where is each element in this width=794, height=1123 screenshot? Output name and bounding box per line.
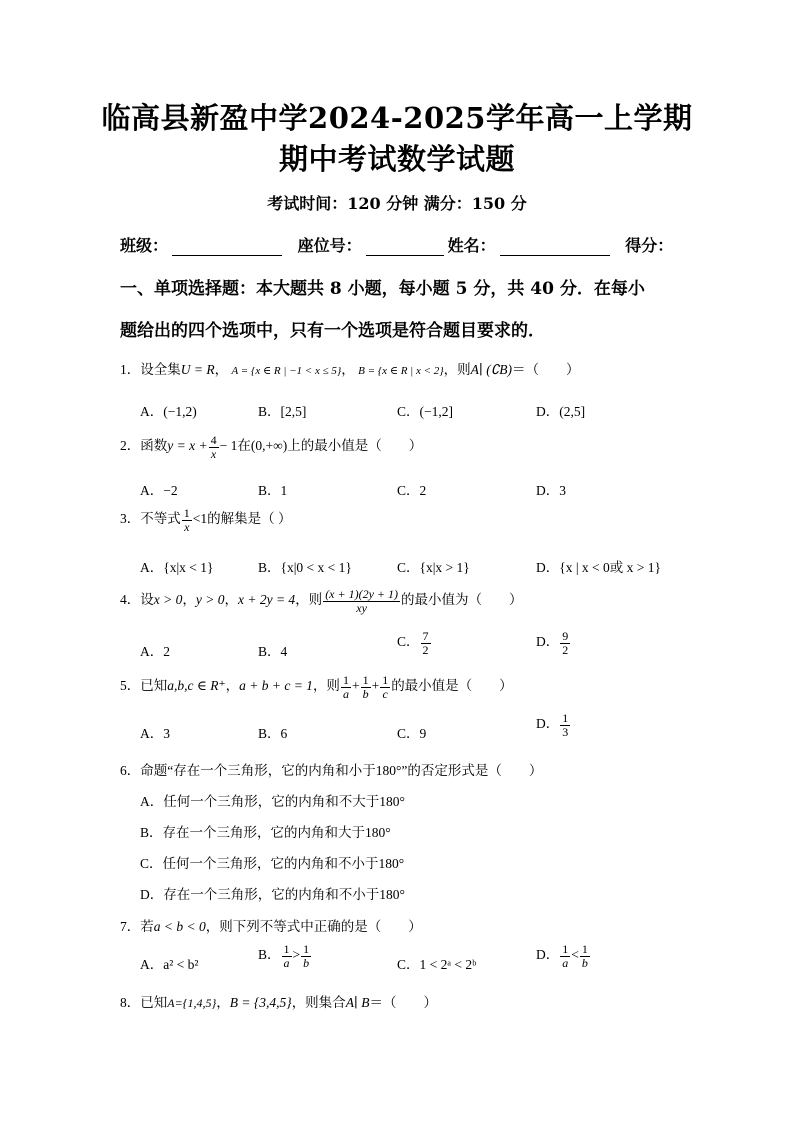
q7-d-frac-a <box>560 943 570 969</box>
q4-frac-den: xy <box>356 600 367 615</box>
q7-option-a[interactable]: A．a² < b² <box>140 957 199 972</box>
q4-option-a[interactable]: A．2 <box>140 644 170 659</box>
q7-b-frac-b-den: b <box>303 955 310 970</box>
q2-option-d[interactable]: D．3 <box>536 483 566 498</box>
q8-text-a: 已知 <box>140 995 168 1010</box>
q2-option-c[interactable]: C．2 <box>397 483 427 498</box>
q5-option-b[interactable]: B．6 <box>258 726 288 741</box>
q7-d-frac-b-num: 1 <box>581 942 588 956</box>
q5-frac-c-den: c <box>382 686 388 701</box>
q5-cond-1: a,b,c ∈ R⁺ <box>167 678 226 694</box>
q4-option-c-den: 2 <box>422 642 429 657</box>
q7-d-frac-b <box>580 943 590 969</box>
q4-sep-1: ， <box>182 592 196 608</box>
q3-option-c[interactable]: C．{x|x > 1} <box>397 560 470 575</box>
q1-option-c[interactable]: C．(−1,2] <box>397 404 453 419</box>
q4-option-d-num: 9 <box>562 629 569 643</box>
q5-frac-b-num: 1 <box>362 673 369 687</box>
page-title-line2: 期中考试数学试题 <box>278 142 515 176</box>
q8-sep: ， <box>216 995 230 1010</box>
q5-frac-b-den: b <box>362 686 369 701</box>
q6-option-c[interactable]: C．任何一个三角形，它的内角和不小于180° <box>140 856 405 871</box>
section-heading-line2: 题给出的四个选项中，只有一个选项是符合题目要求的． <box>120 321 545 341</box>
q4-frac-num: (x + 1)(2y + 1) <box>325 587 399 601</box>
q5-option-d-num: 1 <box>562 711 569 725</box>
name-blank[interactable] <box>500 239 610 256</box>
q2-function-b: − 1 <box>219 438 238 454</box>
q4-number: 4． <box>120 592 141 608</box>
q2-text-a: 函数 <box>140 438 168 454</box>
q5-frac-a-num: 1 <box>342 673 349 687</box>
q2-frac-num: 4 <box>210 433 217 447</box>
q5-sep: ， <box>225 678 240 694</box>
q1-then: ，则 <box>443 362 471 377</box>
q4-option-d-fraction <box>560 630 570 656</box>
q5-plus-1: + <box>351 678 360 694</box>
q5-frac-b <box>361 674 371 700</box>
q7-option-d-label: D． <box>536 947 560 963</box>
question-1 <box>120 358 580 378</box>
q7-b-rel: > <box>292 947 301 963</box>
q5-plus-2: + <box>371 678 380 694</box>
section-heading-line1: 一、单项选择题：本大题共 8 小题，每小题 5 分，共 40 分．在每小 <box>120 279 645 299</box>
q6-number: 6． <box>120 763 141 778</box>
q1-answer-paren: ＝（ ） <box>512 362 580 377</box>
q7-d-rel: < <box>571 947 579 963</box>
q1-set-a: A = {x ∈ R | −1 < x ≤ 5} <box>231 365 342 377</box>
q1-option-d[interactable]: D．(2,5] <box>536 404 586 419</box>
q5-option-d-label: D． <box>536 716 560 732</box>
q5-option-d-fraction <box>560 712 570 738</box>
q4-cond-3: x + 2y = 4 <box>237 592 296 608</box>
q4-option-d[interactable] <box>536 630 571 656</box>
q1-universal-set: U = R <box>180 362 215 377</box>
q5-frac-c-num: 1 <box>382 673 389 687</box>
q5-cond-2: a + b + c = 1 <box>239 678 313 694</box>
q2-option-b[interactable]: B．1 <box>258 483 288 498</box>
page-title-line1: 临高县新盈中学2024-2025学年高一上学期 <box>101 101 693 135</box>
q7-d-frac-b-den: b <box>581 955 588 970</box>
q7-option-b[interactable] <box>258 943 312 969</box>
q5-option-c[interactable]: C．9 <box>397 726 427 741</box>
q3-text-a: 不等式 <box>140 511 181 527</box>
q1-expression: A∣ (∁B) <box>470 362 513 377</box>
q3-relation: <1 <box>192 511 208 527</box>
q8-set-b: B = {3,4,5} <box>229 995 292 1010</box>
q4-text-b: ，则 <box>295 592 323 608</box>
q7-d-frac-a-num: 1 <box>562 942 569 956</box>
seat-blank[interactable] <box>366 239 444 256</box>
q2-option-a[interactable]: A．−2 <box>140 483 178 498</box>
q6-text: 命题“存在一个三角形，它的内角和小于180°”的否定形式是（ ） <box>140 763 543 778</box>
q1-text-a: 设全集 <box>140 362 181 377</box>
q2-number: 2． <box>120 438 141 454</box>
q2-fraction <box>209 434 219 460</box>
q4-option-d-den: 2 <box>562 642 569 657</box>
q4-sep-2: ， <box>224 592 238 608</box>
q8-text-b: ，则集合 <box>291 995 346 1010</box>
q3-fraction <box>182 507 192 533</box>
q7-option-b-label: B． <box>258 947 281 963</box>
q6-option-b[interactable]: B．存在一个三角形，它的内角和大于180° <box>140 825 391 840</box>
q7-b-frac-a-den: a <box>283 955 290 970</box>
q2-text-c: 上的最小值是（ ） <box>287 438 423 454</box>
seat-label: 座位号： <box>297 236 362 255</box>
q7-option-c[interactable]: C．1 < 2ᵃ < 2ᵇ <box>397 957 477 972</box>
q4-option-c-num: 7 <box>422 629 429 643</box>
question-6 <box>120 759 542 779</box>
q2-function-a: y = x + <box>167 438 208 454</box>
q5-option-d-den: 3 <box>562 724 569 739</box>
q7-d-frac-a-den: a <box>562 955 569 970</box>
q1-option-a[interactable]: A．(−1,2) <box>140 404 197 419</box>
q7-b-frac-b-num: 1 <box>303 942 310 956</box>
q4-fraction <box>323 588 400 614</box>
q2-text-b: 在 <box>237 438 251 454</box>
question-8 <box>120 991 437 1011</box>
q2-interval: (0,+∞) <box>250 438 288 454</box>
q1-comma2: ， <box>341 362 355 377</box>
q1-option-b[interactable]: B．[2,5] <box>258 404 307 419</box>
q5-text-c: 的最小值是（ ） <box>391 678 513 694</box>
q7-b-frac-a-num: 1 <box>283 942 290 956</box>
question-7 <box>120 915 422 935</box>
q1-comma: ， <box>214 362 229 377</box>
question-3 <box>120 507 292 533</box>
q7-text-a: 若 <box>140 919 154 934</box>
q3-text-b: 的解集是（ ） <box>207 511 292 527</box>
q6-option-d[interactable]: D．存在一个三角形，它的内角和不小于180° <box>140 887 405 902</box>
student-info-row <box>120 233 680 256</box>
score-label: 得分： <box>625 236 674 255</box>
q8-text-c: ＝（ ） <box>369 995 437 1010</box>
q4-option-b[interactable]: B．4 <box>258 644 288 659</box>
q3-number: 3． <box>120 511 141 527</box>
q3-frac-num: 1 <box>183 506 190 520</box>
q8-expression: A∣ B <box>345 995 370 1010</box>
q1-number: 1． <box>120 362 141 377</box>
class-blank[interactable] <box>172 239 282 256</box>
exam-subtitle: 考试时间：120 分钟 满分：150 分 <box>267 194 527 213</box>
q8-set-a: A={1,4,5} <box>167 996 217 1010</box>
q7-condition: a < b < 0 <box>153 919 206 934</box>
name-label: 姓名： <box>447 236 496 255</box>
q1-set-b: B = {x ∈ R | x < 2} <box>358 365 444 377</box>
q5-frac-a-den: a <box>342 686 349 701</box>
q6-option-a[interactable]: A．任何一个三角形，它的内角和不大于180° <box>140 794 405 809</box>
q5-number: 5． <box>120 678 141 694</box>
q4-text-a: 设 <box>140 592 154 608</box>
q7-b-frac-a <box>282 943 292 969</box>
q7-text-b: ，则下列不等式中正确的是（ ） <box>205 919 422 934</box>
question-5 <box>120 674 513 700</box>
q5-text-a: 已知 <box>140 678 168 694</box>
question-2 <box>120 434 422 460</box>
q4-cond-1: x > 0 <box>153 592 183 608</box>
q7-number: 7． <box>120 919 141 934</box>
q3-option-d[interactable]: D．{x | x < 0或 x > 1} <box>536 560 662 575</box>
q5-option-d[interactable] <box>536 712 571 738</box>
q4-option-c[interactable] <box>397 630 432 656</box>
q4-option-d-label: D． <box>536 634 560 650</box>
q7-option-d[interactable] <box>536 943 591 969</box>
q4-option-c-label: C． <box>397 634 420 650</box>
q3-frac-den: x <box>184 519 190 534</box>
q7-b-frac-b <box>301 943 311 969</box>
question-4 <box>120 588 523 614</box>
class-label: 班级： <box>120 236 169 255</box>
q4-cond-2: y > 0 <box>195 592 225 608</box>
q3-option-a[interactable]: A．{x|x < 1} <box>140 560 214 575</box>
q4-text-c: 的最小值为（ ） <box>401 592 523 608</box>
q5-text-b: ，则 <box>312 678 340 694</box>
q5-frac-a <box>341 674 351 700</box>
q3-option-b[interactable]: B．{x|0 < x < 1} <box>258 560 352 575</box>
q5-frac-c <box>380 674 390 700</box>
q2-frac-den: x <box>210 446 217 461</box>
q8-number: 8． <box>120 995 141 1010</box>
q4-option-c-fraction <box>421 630 431 656</box>
q5-option-a[interactable]: A．3 <box>140 726 170 741</box>
